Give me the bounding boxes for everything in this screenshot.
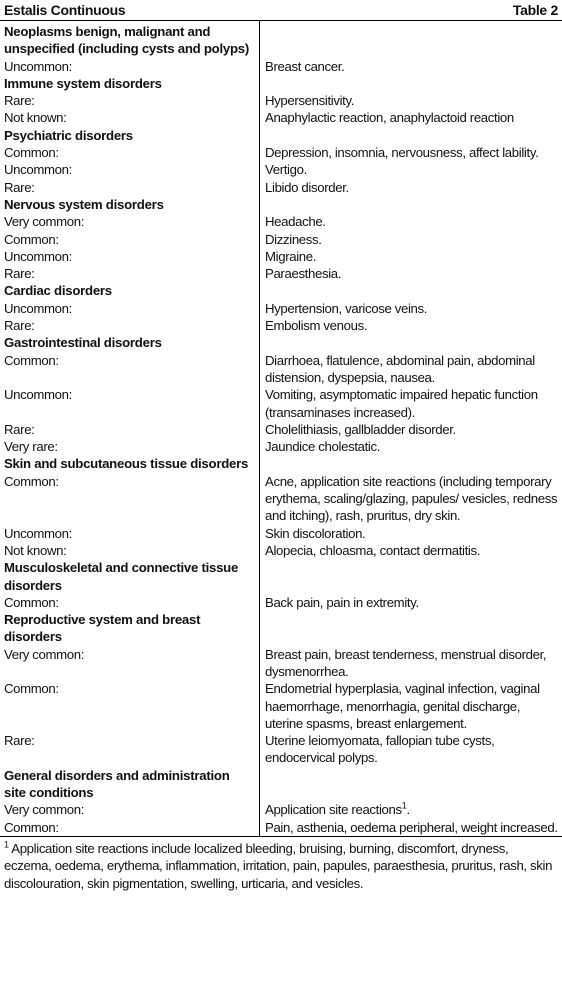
section-heading: Cardiac disorders bbox=[4, 283, 112, 299]
section-heading: Reproductive system and breast disorders bbox=[4, 612, 201, 645]
section-heading-row bbox=[0, 767, 562, 802]
frequency-cell: Very common: bbox=[4, 802, 85, 818]
frequency-cell: Rare: bbox=[4, 318, 35, 334]
frequency-cell: Uncommon: bbox=[4, 248, 72, 264]
table-title: Estalis Continuous bbox=[4, 2, 126, 18]
table-row bbox=[0, 594, 562, 611]
section-heading-blank bbox=[260, 767, 562, 802]
reaction-cell: Migraine. bbox=[265, 248, 317, 264]
frequency-cell: Uncommon: bbox=[4, 525, 72, 541]
table-row bbox=[0, 438, 562, 455]
reaction-cell: Diarrhoea, flatulence, abdominal pain, abdominal distension, dyspepsia, nausea. bbox=[265, 352, 535, 385]
section-heading-row bbox=[0, 334, 562, 351]
section-heading-blank bbox=[260, 455, 562, 472]
table-row bbox=[0, 109, 562, 126]
frequency-cell: Not known: bbox=[4, 110, 67, 126]
section-heading: Immune system disorders bbox=[4, 75, 162, 91]
table-row bbox=[0, 819, 562, 836]
frequency-cell: Very common: bbox=[4, 214, 85, 230]
reaction-cell: Back pain, pain in extremity. bbox=[265, 594, 419, 610]
reaction-cell: Vomiting, asymptomatic impaired hepatic function (transaminases increased). bbox=[265, 387, 538, 420]
reaction-cell: Headache. bbox=[265, 214, 326, 230]
section-heading-blank bbox=[260, 282, 562, 299]
footnote bbox=[0, 837, 562, 892]
table-row bbox=[0, 144, 562, 161]
section-heading-blank bbox=[260, 611, 562, 646]
frequency-cell: Common: bbox=[4, 231, 59, 247]
table-row bbox=[0, 58, 562, 75]
section-heading-blank bbox=[260, 21, 562, 58]
section-heading-row bbox=[0, 196, 562, 213]
reaction-cell: Acne, application site reactions (including temporary erythema, scaling/glazing, papules/ vesicles, redness and itching), rash, pruritus, dry skin. bbox=[265, 473, 558, 524]
frequency-cell: Very rare: bbox=[4, 439, 58, 455]
reaction-cell: Vertigo. bbox=[265, 162, 307, 178]
frequency-cell: Common: bbox=[4, 594, 59, 610]
frequency-cell: Rare: bbox=[4, 733, 35, 749]
section-heading: Skin and subcutaneous tissue disorders bbox=[4, 456, 249, 472]
adverse-reactions-table-wrap bbox=[0, 21, 562, 837]
table-title-bar bbox=[0, 0, 562, 21]
frequency-cell: Rare: bbox=[4, 266, 35, 282]
reaction-cell: Uterine leiomyomata, fallopian tube cysts, endocervical polyps. bbox=[265, 733, 495, 766]
reaction-cell: Endometrial hyperplasia, vaginal infection, vaginal haemorrhage, menorrhagia, genital discharge, uterine spasms, breast enlargement. bbox=[265, 681, 540, 731]
table-row bbox=[0, 646, 562, 681]
reaction-cell: Hypersensitivity. bbox=[265, 93, 355, 109]
section-heading-row bbox=[0, 21, 562, 58]
section-heading: Gastrointestinal disorders bbox=[4, 335, 162, 351]
table-row bbox=[0, 92, 562, 109]
table-row bbox=[0, 473, 562, 525]
reaction-cell: Alopecia, chloasma, contact dermatitis. bbox=[265, 542, 481, 558]
section-heading-row bbox=[0, 127, 562, 144]
reaction-text-end: . bbox=[406, 802, 410, 818]
footnote-reference: 1 bbox=[401, 800, 407, 811]
section-heading: Musculoskeletal and connective tissue disorders bbox=[4, 560, 239, 593]
frequency-cell: Uncommon: bbox=[4, 300, 72, 316]
section-heading-blank bbox=[260, 196, 562, 213]
reaction-cell: Jaundice cholestatic. bbox=[265, 439, 381, 455]
table-row bbox=[0, 525, 562, 542]
table-row bbox=[0, 265, 562, 282]
reaction-cell: Paraesthesia. bbox=[265, 266, 342, 282]
table-row bbox=[0, 213, 562, 230]
table-row bbox=[0, 680, 562, 732]
section-heading: General disorders and administration site conditions bbox=[4, 767, 230, 801]
reaction-cell: Cholelithiasis, gallbladder disorder. bbox=[265, 421, 456, 437]
reaction-cell: Pain, asthenia, oedema peripheral, weight increased. bbox=[265, 819, 558, 835]
section-heading: Neoplasms benign, malignant and unspecified (including cysts and polyps) bbox=[4, 24, 249, 57]
frequency-cell: Common: bbox=[4, 473, 59, 489]
section-heading-row bbox=[0, 455, 562, 472]
table-row bbox=[0, 801, 562, 818]
table-row bbox=[0, 352, 562, 387]
reaction-cell: Breast pain, breast tenderness, menstrual disorder, dysmenorrhea. bbox=[265, 646, 547, 679]
frequency-cell: Common: bbox=[4, 352, 59, 368]
table-row bbox=[0, 300, 562, 317]
frequency-cell: Uncommon: bbox=[4, 162, 72, 178]
section-heading-row bbox=[0, 611, 562, 646]
table-row bbox=[0, 317, 562, 334]
frequency-cell: Common: bbox=[4, 819, 59, 835]
section-heading: Nervous system disorders bbox=[4, 196, 164, 212]
reaction-text: Application site reactions bbox=[265, 802, 402, 818]
frequency-cell: Uncommon: bbox=[4, 387, 72, 403]
table-row bbox=[0, 386, 562, 421]
table-row bbox=[0, 248, 562, 265]
reaction-cell: Breast cancer. bbox=[265, 58, 345, 74]
frequency-cell: Uncommon: bbox=[4, 58, 72, 74]
section-heading-row bbox=[0, 75, 562, 92]
table-row bbox=[0, 161, 562, 178]
table-row bbox=[0, 231, 562, 248]
section-heading-row bbox=[0, 559, 562, 594]
frequency-cell: Very common: bbox=[4, 646, 85, 662]
reaction-cell: Dizziness. bbox=[265, 231, 322, 247]
reaction-cell bbox=[260, 801, 562, 818]
frequency-cell: Common: bbox=[4, 681, 59, 697]
frequency-cell: Common: bbox=[4, 145, 59, 161]
section-heading-blank bbox=[260, 75, 562, 92]
section-heading-blank bbox=[260, 559, 562, 594]
section-heading-blank bbox=[260, 127, 562, 144]
frequency-cell: Rare: bbox=[4, 421, 35, 437]
section-heading: Psychiatric disorders bbox=[4, 127, 133, 143]
reaction-cell: Libido disorder. bbox=[265, 179, 349, 195]
footnote-marker: 1 bbox=[4, 839, 9, 850]
reaction-cell: Skin discoloration. bbox=[265, 525, 366, 541]
reaction-cell: Depression, insomnia, nervousness, affect lability. bbox=[265, 145, 539, 161]
reaction-cell: Hypertension, varicose veins. bbox=[265, 300, 428, 316]
section-heading-blank bbox=[260, 334, 562, 351]
frequency-cell: Rare: bbox=[4, 93, 35, 109]
frequency-cell: Rare: bbox=[4, 179, 35, 195]
footnote-text: Application site reactions include localized bleeding, bruising, burning, discomfort, dryness, eczema, oedema, erythema, inflammation, irritation, pain, papules, paraesthesia, pruritus, rash, skin discolouration, skin pigmentation, swelling, urticaria, and vesicles. bbox=[4, 840, 553, 891]
table-body bbox=[0, 21, 562, 836]
table-number: Table 2 bbox=[512, 2, 558, 18]
reaction-cell: Embolism venous. bbox=[265, 318, 368, 334]
section-heading-row bbox=[0, 282, 562, 299]
table-row bbox=[0, 542, 562, 559]
table-row bbox=[0, 732, 562, 767]
reaction-cell: Anaphylactic reaction, anaphylactoid reaction bbox=[265, 110, 514, 126]
table-row bbox=[0, 421, 562, 438]
table-row bbox=[0, 179, 562, 196]
adverse-reactions-table bbox=[0, 21, 562, 836]
frequency-cell: Not known: bbox=[4, 542, 67, 558]
